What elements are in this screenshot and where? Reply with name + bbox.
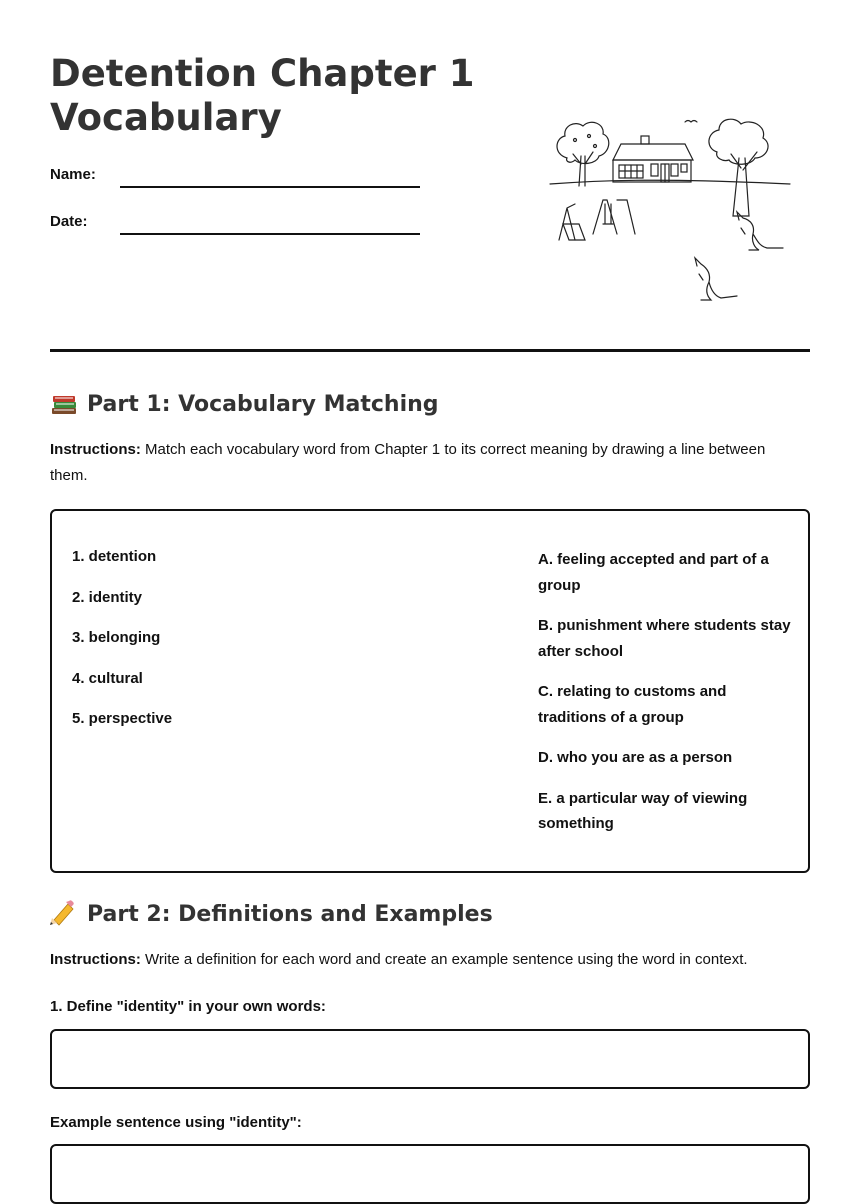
definition-b[interactable]: B. punishment where students stay after school — [538, 617, 791, 660]
swing-set — [559, 200, 635, 240]
section-divider — [50, 349, 810, 352]
schoolyard-illustration — [545, 108, 795, 308]
definition-list — [538, 547, 798, 852]
vocab-word-5[interactable]: 5. perspective — [72, 710, 173, 728]
worksheet-title — [50, 52, 490, 140]
vocab-word-3[interactable]: 3. belonging — [72, 629, 161, 647]
part1-heading — [50, 390, 439, 418]
name-input-line[interactable] — [120, 186, 420, 188]
school-building — [613, 136, 693, 182]
part2-heading — [50, 900, 493, 928]
question-1-example-box[interactable] — [50, 1144, 810, 1204]
part1-instructions — [50, 437, 770, 489]
kangaroo-bottom — [695, 258, 737, 300]
tree-right — [709, 119, 768, 216]
question-1-label: 1. Define "identity" in your own words: — [50, 998, 326, 1015]
part2-title: Part 2: Definitions and Examples — [87, 901, 493, 927]
vocab-word-1[interactable]: 1. detention — [72, 548, 157, 565]
kangaroo-right — [737, 212, 783, 250]
definition-c[interactable]: C. relating to customs and traditions of a group — [538, 683, 727, 726]
vocab-word-2[interactable]: 2. identity — [72, 588, 143, 606]
date-input-line[interactable] — [120, 233, 420, 235]
bird — [685, 121, 697, 123]
vocab-word-4[interactable]: 4. cultural — [72, 669, 143, 687]
title-line-2: Vocabulary — [50, 96, 282, 139]
vocabulary-word-list — [72, 547, 172, 750]
question-1-example-label: Example sentence using "identity": — [50, 1114, 302, 1131]
part1-instructions-text: Match each vocabulary word from Chapter 1 to its correct meaning by drawing a line between them. — [50, 441, 766, 484]
part2-instructions-text: Write a definition for each word and create an example sentence using the word in context. — [140, 951, 748, 968]
definition-e[interactable]: E. a particular way of viewing something — [538, 789, 748, 832]
part1-title: Part 1: Vocabulary Matching — [87, 391, 439, 417]
name-label: Name: — [50, 166, 96, 183]
question-1-answer-box[interactable] — [50, 1029, 810, 1089]
date-label: Date: — [50, 213, 88, 230]
definition-a[interactable]: A. feeling accepted and part of a group — [538, 551, 769, 594]
tree-left — [557, 122, 609, 186]
pencil-icon — [50, 900, 78, 928]
part2-instructions — [50, 947, 770, 973]
matching-box — [50, 509, 810, 873]
part1-instructions-lead: Instructions: — [50, 441, 141, 458]
definition-d[interactable]: D. who you are as a person — [538, 749, 733, 766]
title-line-1: Detention Chapter 1 — [50, 52, 475, 95]
part2-instructions-lead: Instructions: — [50, 951, 141, 968]
books-icon — [50, 390, 78, 418]
